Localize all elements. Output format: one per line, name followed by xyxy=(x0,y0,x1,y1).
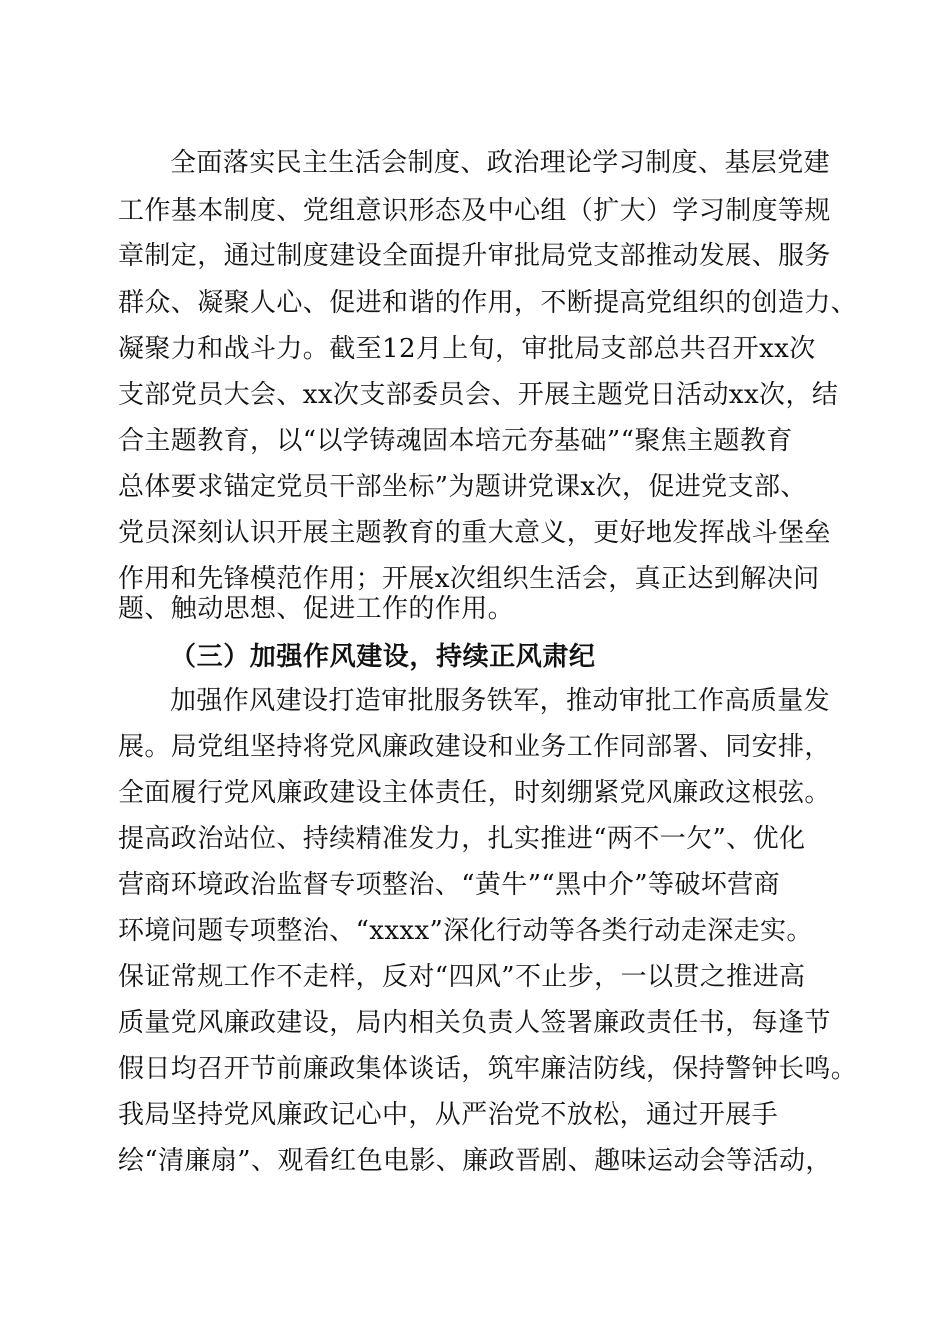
paragraph-1-line-7: 合主题教育，以“以学铸魂固本培元夯基础”“聚焦主题教育 xyxy=(118,426,793,456)
paragraph-1-line-3: 章制定，通过制度建设全面提升审批局党支部推动发展、服务 xyxy=(118,241,831,271)
paragraph-1-line-5: 凝聚力和战斗力。截至12月上旬，审批局支部总共召开xx次 xyxy=(118,334,816,364)
paragraph-2-line-3: 全面履行党风廉政建设主体责任，时刻绷紧党风廉政这根弦。 xyxy=(118,778,831,808)
paragraph-2-line-8: 质量党风廉政建设，局内相关负责人签署廉政责任书，每逢节 xyxy=(118,1008,831,1038)
paragraph-2-line-11: 绘“清廉扇”、观看红色电影、廉政晋剧、趣味运动会等活动， xyxy=(118,1146,832,1176)
paragraph-1-line-8: 总体要求锚定党员干部坐标”为题讲党课x次，促进党支部、 xyxy=(118,472,807,502)
paragraph-2-line-6: 环境问题专项整治、“xxxx”深化行动等各类行动走深走实。 xyxy=(118,916,813,946)
paragraph-2-line-5: 营商环境政治监督专项整治、“黄牛”“黑中介”等破坏营商 xyxy=(118,870,780,900)
paragraph-1-line-1: 全面落实民主生活会制度、政治理论学习制度、基层党建 xyxy=(170,148,831,178)
paragraph-1-line-6: 支部党员大会、xx次支部委员会、开展主题党日活动xx次，结 xyxy=(118,380,839,410)
paragraph-1-line-4: 群众、凝聚人心、促进和谐的作用，不断提高党组织的创造力、 xyxy=(118,288,858,318)
paragraph-1-line-10: 作用和先锋模范作用；开展x次组织生活会，真正达到解决问 xyxy=(118,564,820,594)
paragraph-2-line-10: 我局坚持党风廉政记心中，从严治党不放松，通过开展手 xyxy=(118,1100,779,1130)
paragraph-1-line-11: 题、触动思想、促进工作的作用。 xyxy=(118,594,515,624)
section-heading: （三）加强作风建设，持续正风肃纪 xyxy=(170,642,596,672)
paragraph-1-line-2: 工作基本制度、党组意识形态及中心组（扩大）学习制度等规 xyxy=(118,196,831,226)
paragraph-2-line-4: 提高政治站位、持续精准发力，扎实推进“两不一欠”、优化 xyxy=(118,824,806,854)
paragraph-2-line-1: 加强作风建设打造审批服务铁军，推动审批工作高质量发 xyxy=(170,686,831,716)
paragraph-2-line-9: 假日均召开节前廉政集体谈话，筑牢廉洁防线，保持警钟长鸣。 xyxy=(118,1054,858,1084)
paragraph-2-line-2: 展。局党组坚持将党风廉政建设和业务工作同部署、同安排， xyxy=(118,732,831,762)
paragraph-1-line-9: 党员深刻认识开展主题教育的重大意义，更好地发挥战斗堡垒 xyxy=(118,518,831,548)
paragraph-2-line-7: 保证常规工作不走样，反对“四风”不止步，一以贯之推进高 xyxy=(118,962,806,992)
